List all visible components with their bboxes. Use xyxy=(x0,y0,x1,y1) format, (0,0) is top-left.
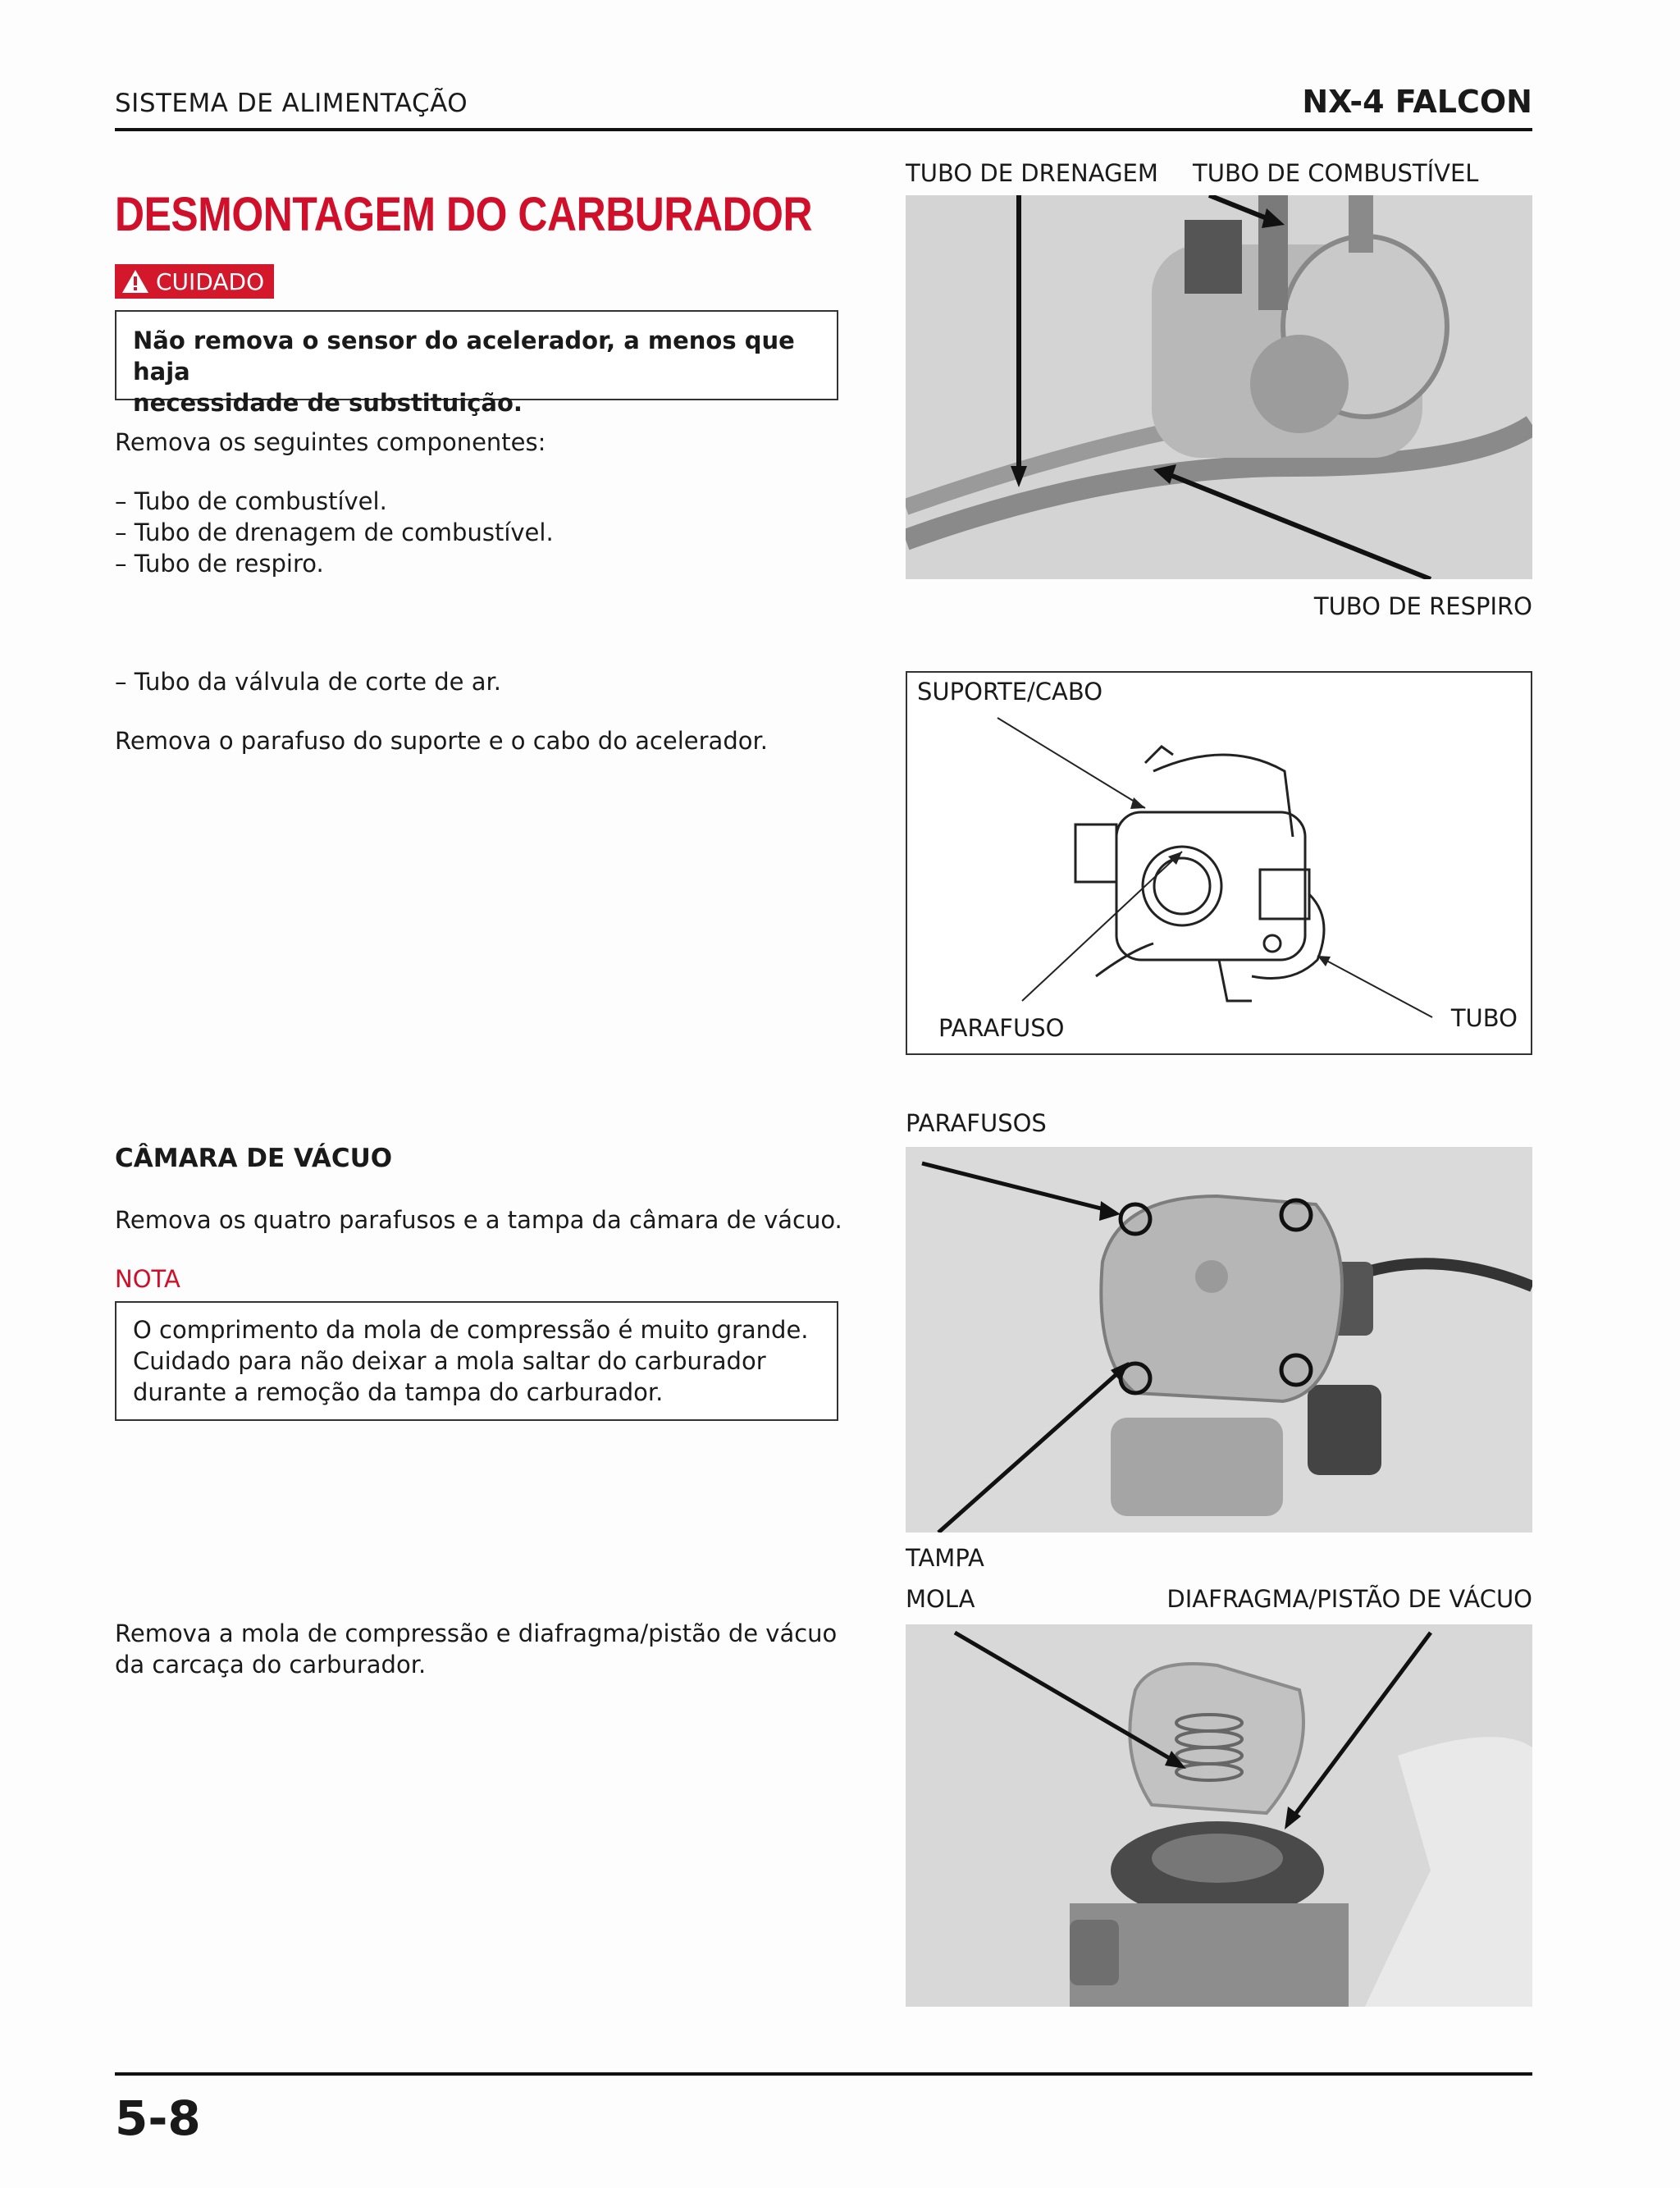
page-number: 5-8 xyxy=(115,2090,201,2146)
header-rule xyxy=(115,128,1532,131)
page-title: DESMONTAGEM DO CARBURADOR xyxy=(115,188,813,241)
label-breather-tube: TUBO DE RESPIRO xyxy=(1313,592,1532,620)
warning-icon xyxy=(121,269,149,294)
label-screws: PARAFUSOS xyxy=(906,1109,1047,1137)
item-list xyxy=(115,486,554,579)
caution-badge xyxy=(115,264,274,299)
nota-line: durante a remoção da tampa do carburador. xyxy=(133,1378,664,1406)
nota-line: Cuidado para não deixar a mola saltar do carburador xyxy=(133,1347,766,1375)
header-section: SISTEMA DE ALIMENTAÇÃO xyxy=(115,89,468,118)
list-item: – Tubo de combustível. xyxy=(115,487,387,515)
footer-rule xyxy=(115,2072,1532,2076)
caution-line-2: necessidade de substituição. xyxy=(133,389,523,417)
list-item: – Tubo da válvula de corte de ar. xyxy=(115,668,501,696)
photo-carburetor-hoses xyxy=(906,195,1532,579)
list-item: – Tubo de drenagem de combustível. xyxy=(115,518,554,546)
step-bracket-text: Remova o parafuso do suporte e o cabo do acelerador. xyxy=(115,727,768,755)
nota-label: NOTA xyxy=(115,1265,180,1293)
nota-line: O comprimento da mola de compressão é muito grande. xyxy=(133,1316,809,1344)
label-screw: PARAFUSO xyxy=(938,1014,1065,1042)
label-tube: TUBO xyxy=(1450,1004,1518,1032)
intro-text: Remova os seguintes componentes: xyxy=(115,428,546,456)
label-diaphragm: DIAFRAGMA/PISTÃO DE VÁCUO xyxy=(1166,1585,1532,1613)
vacuum-step-2 xyxy=(115,1618,837,1680)
label-cover: TAMPA xyxy=(906,1544,984,1572)
header-model: NX-4 FALCON xyxy=(1302,84,1532,120)
label-drain-tube: TUBO DE DRENAGEM xyxy=(906,159,1158,187)
photo-vacuum-cover xyxy=(906,1147,1532,1533)
vacuum-heading: CÂMARA DE VÁCUO xyxy=(115,1144,393,1173)
step-line: Remova a mola de compressão e diafragma/pistão de vácuo xyxy=(115,1619,838,1647)
list-item: – Tubo de respiro. xyxy=(115,550,324,578)
caution-box xyxy=(115,310,838,417)
label-spring: MOLA xyxy=(906,1585,975,1613)
label-fuel-tube: TUBO DE COMBUSTÍVEL xyxy=(1193,159,1479,187)
diagram-bracket-cable xyxy=(906,671,1532,1055)
nota-box xyxy=(115,1301,838,1421)
label-bracket-cable: SUPORTE/CABO xyxy=(917,678,1103,706)
caution-line-1: Não remova o sensor do acelerador, a menos que haja xyxy=(133,327,795,386)
step-line: da carcaça do carburador. xyxy=(115,1651,427,1679)
vacuum-step-1: Remova os quatro parafusos e a tampa da câmara de vácuo. xyxy=(115,1206,842,1234)
caution-label: CUIDADO xyxy=(156,267,265,295)
photo-spring-diaphragm xyxy=(906,1624,1532,2007)
